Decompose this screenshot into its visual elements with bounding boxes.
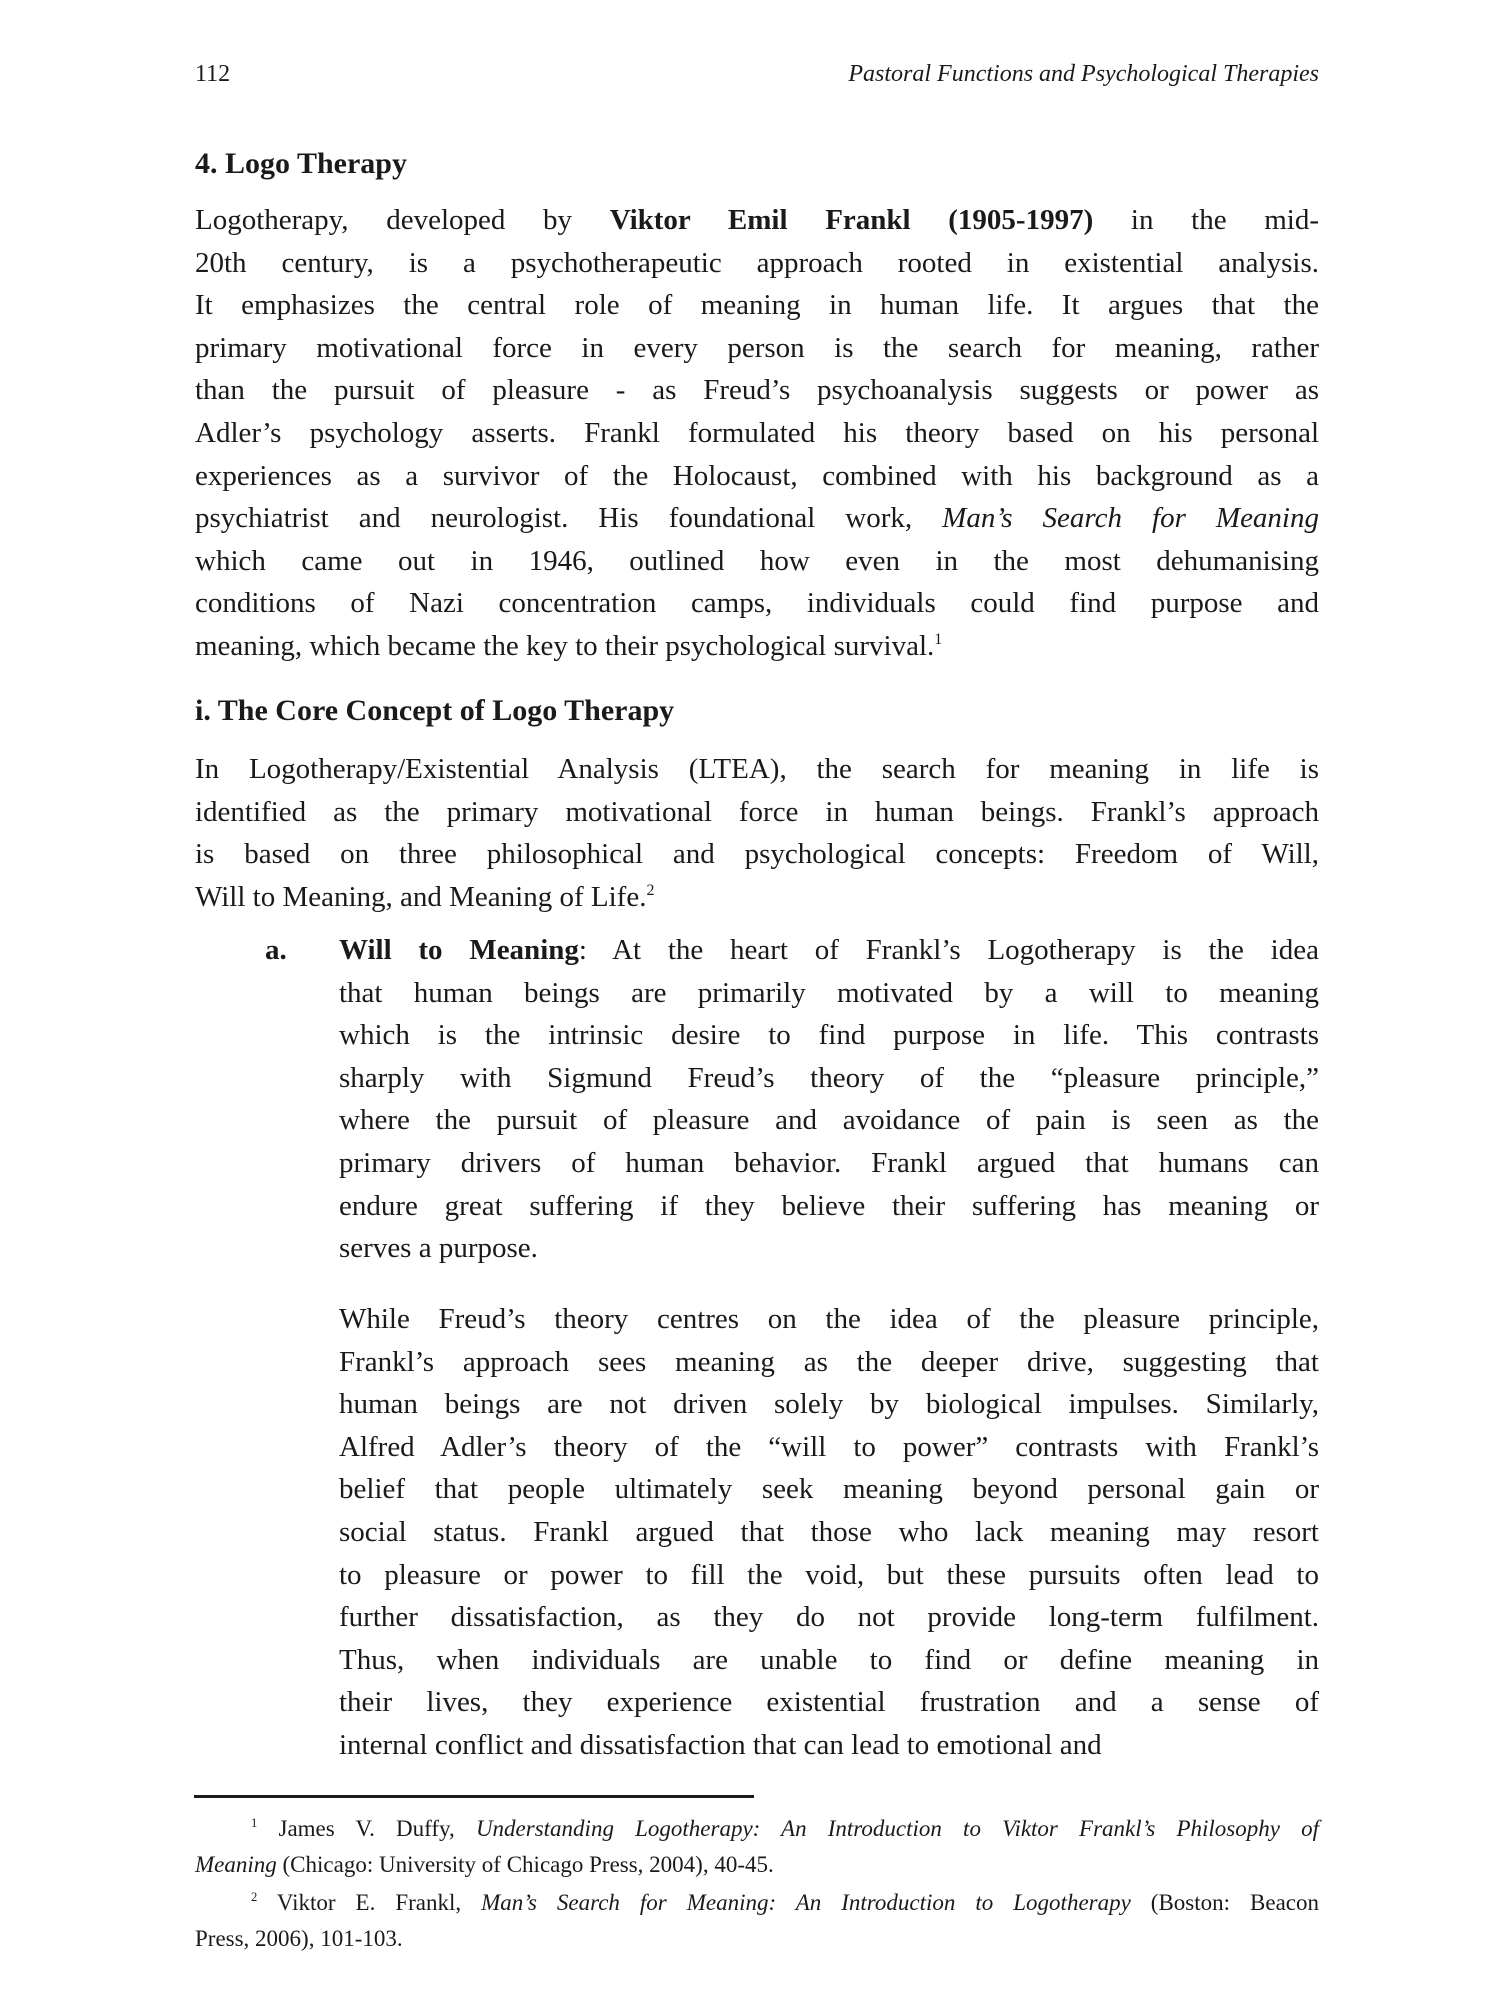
text-line bbox=[195, 876, 1319, 919]
footnote-ref: 2 bbox=[646, 881, 655, 899]
text-run: which is the intrinsic desire to find purpose in life. This contrasts bbox=[339, 1019, 1319, 1052]
running-header-title: Pastoral Functions and Psychological Therapies bbox=[848, 61, 1319, 87]
text-run: serves a purpose. bbox=[339, 1232, 538, 1265]
text-line bbox=[339, 1468, 1319, 1511]
text-line bbox=[339, 1596, 1319, 1639]
text-run: (Chicago: University of Chicago Press, 2004), 40-45. bbox=[276, 1852, 774, 1877]
text-run: internal conflict and dissatisfaction that can lead to emotional and bbox=[339, 1728, 1102, 1761]
text-run: James V. Duffy, bbox=[257, 1816, 476, 1841]
text-run: primary drivers of human behavior. Frankl argued that humans can bbox=[339, 1146, 1319, 1179]
text-run: human beings are not driven solely by biological impulses. Similarly, bbox=[339, 1388, 1319, 1421]
text-run: While Freud’s theory centres on the idea of the pleasure principle, bbox=[339, 1303, 1319, 1335]
text-run: in the mid- bbox=[1093, 204, 1319, 236]
text-run: sharply with Sigmund Freud’s theory of the “pleasure principle,” bbox=[339, 1061, 1319, 1094]
text-line bbox=[195, 369, 1319, 412]
text-line bbox=[195, 748, 1319, 791]
text-line bbox=[195, 455, 1319, 498]
text-run: In Logotherapy/Existential Analysis (LTEA), the search for meaning in life is bbox=[195, 753, 1319, 785]
list-marker: a. bbox=[265, 934, 287, 966]
footnote-2 bbox=[195, 1885, 1319, 1957]
text-run: conditions of Nazi concentration camps, individuals could find purpose and bbox=[195, 587, 1319, 620]
text-run: that human beings are primarily motivated by a will to meaning bbox=[339, 976, 1319, 1009]
text-line bbox=[339, 1014, 1319, 1057]
text-line bbox=[195, 497, 1319, 540]
text-run: endure great suffering if they believe their suffering has meaning or bbox=[339, 1189, 1319, 1222]
text-run: Viktor E. Frankl, bbox=[257, 1890, 482, 1915]
text-run: Press, 2006), 101-103. bbox=[195, 1926, 403, 1951]
text-line bbox=[339, 1383, 1319, 1426]
text-run: Adler’s psychology asserts. Frankl formulated his theory based on his personal bbox=[195, 416, 1319, 449]
text-line bbox=[195, 1811, 1319, 1847]
section-heading: 4. Logo Therapy bbox=[195, 147, 407, 180]
paragraph-intro bbox=[195, 199, 1319, 668]
footnote-ref: 2 bbox=[251, 1890, 258, 1905]
footnote-ref: 1 bbox=[934, 630, 943, 648]
text-line bbox=[195, 284, 1319, 327]
text-run: It emphasizes the central role of meaning in human life. It argues that the bbox=[195, 289, 1319, 322]
text-line bbox=[339, 929, 1319, 972]
footnote-1 bbox=[195, 1811, 1319, 1883]
subheading-core-concept: i. The Core Concept of Logo Therapy bbox=[195, 694, 675, 727]
page-number: 112 bbox=[195, 61, 231, 87]
text-run: Logotherapy, developed by bbox=[195, 204, 610, 236]
text-run: : At the heart of Frankl’s Logotherapy is the idea bbox=[578, 934, 1319, 966]
text-line bbox=[339, 1099, 1319, 1142]
text-line bbox=[195, 1885, 1319, 1921]
text-run: to pleasure or power to fill the void, but these pursuits often lead to bbox=[339, 1558, 1319, 1591]
text-line bbox=[339, 1142, 1319, 1185]
text-run: meaning, which became the key to their psychological survival. bbox=[195, 629, 935, 662]
text-run: experiences as a survivor of the Holocaust, combined with his background as a bbox=[195, 459, 1319, 492]
list-item-will-to-meaning bbox=[265, 929, 1319, 1270]
italic-text: Man’s Search for Meaning bbox=[942, 502, 1319, 535]
text-run: identified as the primary motivational force in human beings. Frankl’s approach bbox=[195, 795, 1319, 828]
text-run: where the pursuit of pleasure and avoidance of pain is seen as the bbox=[339, 1104, 1319, 1137]
text-line bbox=[339, 1681, 1319, 1724]
text-line bbox=[339, 1724, 1319, 1767]
text-line bbox=[339, 1298, 1319, 1341]
text-line bbox=[339, 1185, 1319, 1228]
text-run: their lives, they experience existential frustration and a sense of bbox=[339, 1686, 1319, 1719]
italic-text: Man’s Search for Meaning: An Introduction to Logotherapy bbox=[481, 1890, 1131, 1915]
footnote-divider bbox=[194, 1795, 754, 1798]
footnote-ref: 1 bbox=[251, 1816, 258, 1831]
list-item-body bbox=[339, 929, 1319, 1270]
text-line bbox=[195, 412, 1319, 455]
text-line bbox=[195, 833, 1319, 876]
text-line bbox=[195, 1847, 1319, 1883]
text-line bbox=[195, 625, 1319, 668]
text-run: Thus, when individuals are unable to find or define meaning in bbox=[339, 1643, 1319, 1676]
text-run: which came out in 1946, outlined how even in the most dehumanising bbox=[195, 544, 1319, 577]
text-run: than the pursuit of pleasure - as Freud’s psychoanalysis suggests or power as bbox=[195, 374, 1319, 407]
text-line bbox=[195, 582, 1319, 625]
paragraph-ltea bbox=[195, 748, 1319, 918]
bold-text: Will to Meaning bbox=[339, 934, 579, 966]
text-line bbox=[339, 1639, 1319, 1682]
text-run: Frankl’s approach sees meaning as the deeper drive, suggesting that bbox=[339, 1345, 1319, 1378]
text-line bbox=[339, 1341, 1319, 1384]
text-line bbox=[195, 327, 1319, 370]
text-line bbox=[339, 1554, 1319, 1597]
italic-text: Meaning bbox=[195, 1852, 277, 1877]
text-run: Alfred Adler’s theory of the “will to power” contrasts with Frankl’s bbox=[339, 1430, 1319, 1463]
text-line bbox=[339, 1511, 1319, 1554]
text-line bbox=[195, 791, 1319, 834]
text-run: (Boston: Beacon bbox=[1130, 1890, 1319, 1915]
text-run: 20th century, is a psychotherapeutic approach rooted in existential analysis. bbox=[195, 246, 1319, 279]
text-run: Will to Meaning, and Meaning of Life. bbox=[195, 880, 647, 913]
text-run: primary motivational force in every person is the search for meaning, rather bbox=[195, 331, 1319, 364]
paragraph-freud-adler bbox=[339, 1298, 1319, 1767]
text-line bbox=[339, 1057, 1319, 1100]
text-line bbox=[195, 242, 1319, 285]
text-line bbox=[339, 1227, 1319, 1270]
bold-text: Viktor Emil Frankl (1905-1997) bbox=[609, 204, 1094, 236]
text-line bbox=[195, 199, 1319, 242]
text-line bbox=[339, 1426, 1319, 1469]
text-run: is based on three philosophical and psychological concepts: Freedom of Will, bbox=[195, 838, 1319, 871]
text-run: further dissatisfaction, as they do not provide long-term fulfilment. bbox=[339, 1601, 1319, 1634]
text-line bbox=[339, 972, 1319, 1015]
text-run: psychiatrist and neurologist. His foundational work, bbox=[195, 502, 943, 535]
italic-text: Understanding Logotherapy: An Introduction to Viktor Frankl’s Philosophy of bbox=[475, 1816, 1319, 1841]
text-line bbox=[195, 1921, 1319, 1957]
text-run: belief that people ultimately seek meaning beyond personal gain or bbox=[339, 1473, 1319, 1506]
text-line bbox=[195, 540, 1319, 583]
text-run: social status. Frankl argued that those who lack meaning may resort bbox=[339, 1515, 1319, 1548]
